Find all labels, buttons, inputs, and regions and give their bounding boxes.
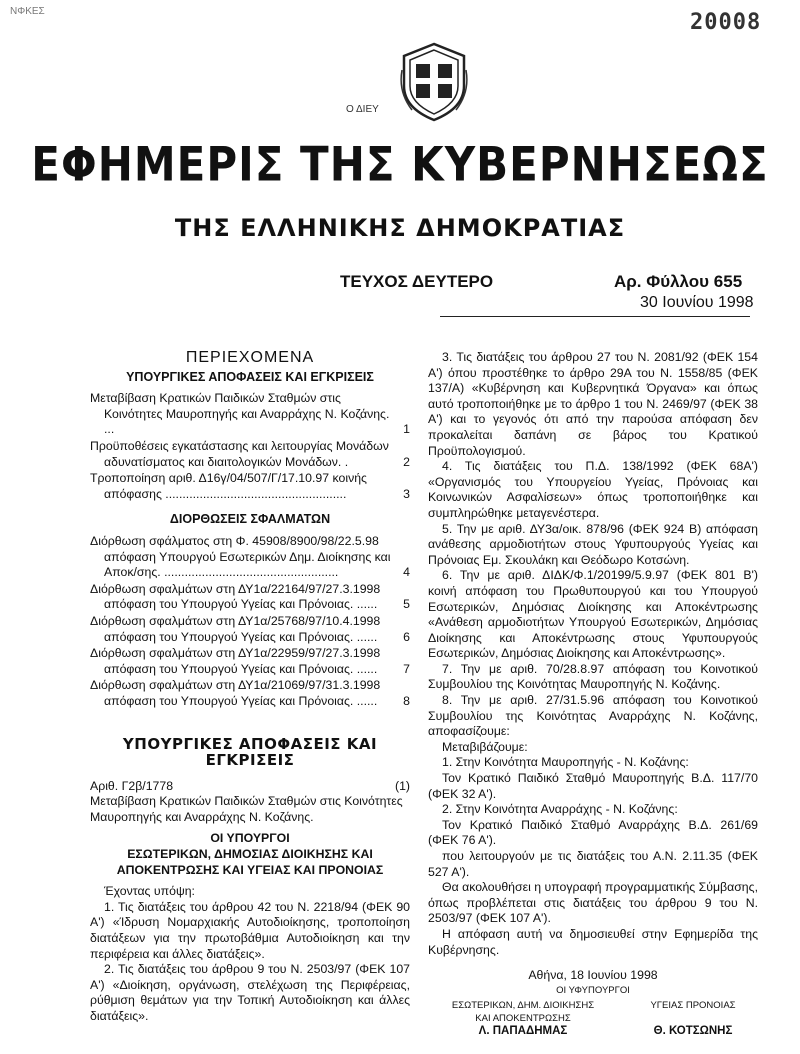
contents-section-decisions: ΥΠΟΥΡΓΙΚΕΣ ΑΠΟΦΑΣΕΙΣ ΚΑΙ ΕΓΚΡΙΣΕΙΣ — [126, 369, 374, 384]
toc-item: Τροποποίηση αριθ. Δ16γ/04/507/Γ/17.10.97 κοινής απόφασης ..................................................... 3 — [90, 471, 410, 501]
margin-scribble: ΝΦΚΕΣ — [10, 6, 45, 17]
toc-item: Διόρθωση σφαλμάτων στη ΔΥ1α/21069/97/31.3.1998 απόφαση του Υπουργού Υγείας και Πρόνοιας. ...... 8 — [90, 678, 410, 708]
decision-number: Αριθ. Γ2β/1778 — [90, 778, 174, 793]
toc-item: Διόρθωση σφαλμάτων στη ΔΥ1α/22959/97/27.3.1998 απόφαση του Υπουργού Υγείας και Πρόνοιας. ...... 7 — [90, 646, 410, 676]
decision-marker: (1) — [394, 778, 410, 793]
toc-item: Μεταβίβαση Κρατικών Παιδικών Σταθμών στις Κοινότητες Μαυροπηγής και Αναρράχης Ν. Κοζάνης. ... 1 — [90, 391, 410, 437]
contents-title: ΠΕΡΙΕΧΟΜΕΝΑ — [185, 349, 315, 366]
masthead-title: ΕΦΗΜΕΡΙΣ ΤΗΣ ΚΥΒΕΡΝΗΣΕΩΣ — [31, 137, 769, 192]
clause-7: 7. Την με αριθ. 70/28.8.97 απόφαση του Κοινοτικού Συμβουλίου της Κοινότητας Μαυροπηγής Ν. Κοζάνης. — [428, 661, 758, 692]
signature-health: ΥΓΕΙΑΣ ΠΡΟΝΟΙΑΣ Θ. ΚΟΤΣΩΝΗΣ — [628, 999, 758, 1038]
decision-subject: Μεταβίβαση Κρατικών Παιδικών Σταθμών στις Κοινότητες Μαυροπηγής και Αναρράχης Ν. Κοζάνης. — [90, 794, 403, 824]
clause-5: 5. Την με αριθ. ΔΥ3α/οικ. 878/96 (ΦΕΚ 924 Β) απόφαση ανάθεσης αρμοδιοτήτων στους Υφυπουργούς Υγείας και Πρόνοιας Εμ. Σκουλάκη και Θεόδωρο Κοτσώνη. — [428, 521, 758, 567]
considering-label: Έχοντας υπόψη: — [104, 884, 195, 899]
issue-date: 30 Ιουνίου 1998 — [640, 294, 754, 311]
decisions-heading: ΥΠΟΥΡΓΙΚΕΣ ΑΠΟΦΑΣΕΙΣ ΚΑΙ ΕΓΚΡΙΣΕΙΣ — [122, 735, 378, 770]
signature-interior: ΕΣΩΤΕΡΙΚΩΝ, ΔΗΜ. ΔΙΟΙΚΗΣΗΣ ΚΑΙ ΑΠΟΚΕΝΤΡΩΣΗΣ Λ. ΠΑΠΑΔΗΜΑΣ — [428, 999, 618, 1038]
clause-1: 1. Τις διατάξεις του άρθρου 42 του Ν. 2218/94 (ΦΕΚ 90 Α') «Ίδρυση Νομαρχιακής Αυτοδιοίκησης, τροποποίηση διατάξεων για την πρωτοβάθμια Αυτοδιοίκηση και την περιφέρεια και άλλες διατάξεις». — [90, 899, 410, 961]
clause-8: 8. Την με αριθ. 27/31.5.96 απόφαση του Κοινοτικού Συμβουλίου της Κοινότητας Αναρράχης Ν. Κοζάνης, αποφασίζουμε: — [428, 693, 758, 739]
toc-item: Διόρθωση σφαλμάτων στη ΔΥ1α/25768/97/10.4.1998 απόφαση του Υπουργού Υγείας και Πρόνοιας. ...... 6 — [90, 613, 410, 644]
sheet-number: Αρ. Φύλλου 655 — [614, 272, 743, 291]
transfer-2-head: 2. Στην Κοινότητα Αναρράχης - Ν. Κοζάνης: — [442, 802, 678, 817]
clause-6: 6. Την με αριθ. ΔΙΔΚ/Φ.1/20199/5.9.97 (ΦΕΚ 801 Β') κοινή απόφαση του Πρωθυπουργού και του Υπουργού Εσωτερικών, Δημόσιας Διοίκησης και Αποκέντρωσης «Ανάθεση αρμοδιοτήτων Υπουργού Εσωτερικών, Δημόσιας Διοίκησης και Αποκέντρωσης στους Υφυπουργούς Εσωτερικών, Δημόσιας Διοίκησης και Αποκέντρωσης». — [428, 568, 758, 661]
masthead-subtitle: ΤΗΣ ΕΛΛΗΝΙΚΗΣ ΔΗΜΟΚΡΑΤΙΑΣ — [174, 214, 626, 242]
right-column — [428, 350, 758, 1038]
toc-item: Διόρθωση σφάλματος στη Φ. 45908/8900/98/22.5.98 απόφαση Υπουργού Εσωτερικών Δημ. Διοίκησης και Αποκ/σης. ................................................... 4 — [90, 533, 410, 580]
clause-3: 3. Τις διατάξεις του άρθρου 27 του Ν. 2081/92 (ΦΕΚ 154 Α') όπου προστέθηκε το άρθρο 29Α του Ν. 1558/85 (ΦΕΚ 137/Α) «Κυβέρνηση και Κυβερνητικά Όργανα» και όπως αυτό τροποποιήθηκε με το άρθρο 1 του Ν. 2469/97 (ΦΕΚ 38 Α') και το γεγονός ότι από την παρούσα απόφαση δεν προκαλείται δαπάνη σε βάρος του Κρατικού Προϋπολογισμού. — [428, 350, 758, 458]
ministers-line: ΑΠΟΚΕΝΤΡΩΣΗΣ ΚΑΙ ΥΓΕΙΑΣ ΚΑΙ ΠΡΟΝΟΙΑΣ — [116, 862, 384, 877]
undersecretaries-title: ΟΙ ΥΦΥΠΟΥΡΓΟΙ — [556, 984, 630, 996]
issue-label: ΤΕΥΧΟΣ ΔΕΥΤΕΡΟ — [340, 272, 494, 291]
signature-row — [428, 999, 758, 1038]
transfer-1-body: Τον Κρατικό Παιδικό Σταθμό Μαυροπηγής Β.Δ. 117/70 (ΦΕΚ 32 Α'). — [428, 771, 758, 801]
toc-item: Προϋποθέσεις εγκατάστασης και λειτουργίας Μονάδων αδυνατίσματος και διαιτολογικών Μονάδων. . 2 — [90, 438, 410, 469]
transfer-2-body: Τον Κρατικό Παιδικό Σταθμό Αναρράχης Β.Δ. 261/69 (ΦΕΚ 76 Α'). — [428, 817, 758, 848]
toc-item: Διόρθωση σφαλμάτων στη ΔΥ1α/22164/97/27.3.1998 απόφαση του Υπουργού Υγείας και Πρόνοιας. ...... 5 — [90, 581, 410, 612]
archive-stamp: 20008 — [690, 10, 762, 35]
transfer-label: Μεταβιβάζουμε: — [442, 739, 528, 754]
header-rule — [440, 316, 750, 317]
transfer-operate: που λειτουργούν με τις διατάξεις του Α.Ν. 2.11.35 (ΦΕΚ 527 Α'). — [428, 849, 758, 879]
decision-number-row — [90, 779, 410, 795]
clause-4: 4. Τις διατάξεις του Π.Δ. 138/1992 (ΦΕΚ 68Α') «Οργανισμός του Υπουργείου Υγείας, Πρόνοιας και Κοινωνικών Ασφαλίσεων» όπως τροποποιήθηκε και συμπληρώθηκε μεταγενέστερα. — [428, 459, 758, 520]
transfer-1-head: 1. Στην Κοινότητα Μαυροπηγής - Ν. Κοζάνης: — [442, 755, 689, 770]
transfer-follow: Θα ακολουθήσει η υπογραφή προγραμματικής Σύμβασης, όπως προβλέπεται στις διατάξεις του άρθρου 9 του Ν. 2503/97 (ΦΕΚ 107 Α'). — [428, 880, 758, 926]
ministers-title: ΟΙ ΥΠΟΥΡΓΟΙ — [210, 831, 290, 846]
contents-section-corrections: ΔΙΟΡΘΩΣΕΙΣ ΣΦΑΛΜΑΤΩΝ — [169, 512, 331, 527]
ministers-line: ΕΣΩΤΕΡΙΚΩΝ, ΔΗΜΟΣΙΑΣ ΔΙΟΙΚΗΣΗΣ ΚΑΙ — [127, 847, 373, 862]
signatory-name: Λ. ΠΑΠΑΔΗΜΑΣ — [478, 1024, 568, 1037]
seal-inscription: Ο ΔΙΕΥ — [346, 104, 379, 115]
signatory-name: Θ. ΚΟΤΣΩΝΗΣ — [653, 1024, 733, 1037]
transfer-publish: Η απόφαση αυτή να δημοσιευθεί στην Εφημερίδα της Κυβέρνησης. — [428, 926, 758, 957]
coat-of-arms-icon — [398, 40, 470, 126]
place-date: Αθήνα, 18 Ιουνίου 1998 — [528, 968, 658, 983]
clause-2: 2. Τις διατάξεις του άρθρου 9 του Ν. 2503/97 (ΦΕΚ 107 Α') «Διοίκηση, οργάνωση, στελέχωση της Περιφέρειας, ρύθμιση θεμάτων για την Τοπική Αυτοδιοίκηση και άλλες διατάξεις». — [90, 962, 410, 1023]
left-column — [90, 350, 410, 1025]
